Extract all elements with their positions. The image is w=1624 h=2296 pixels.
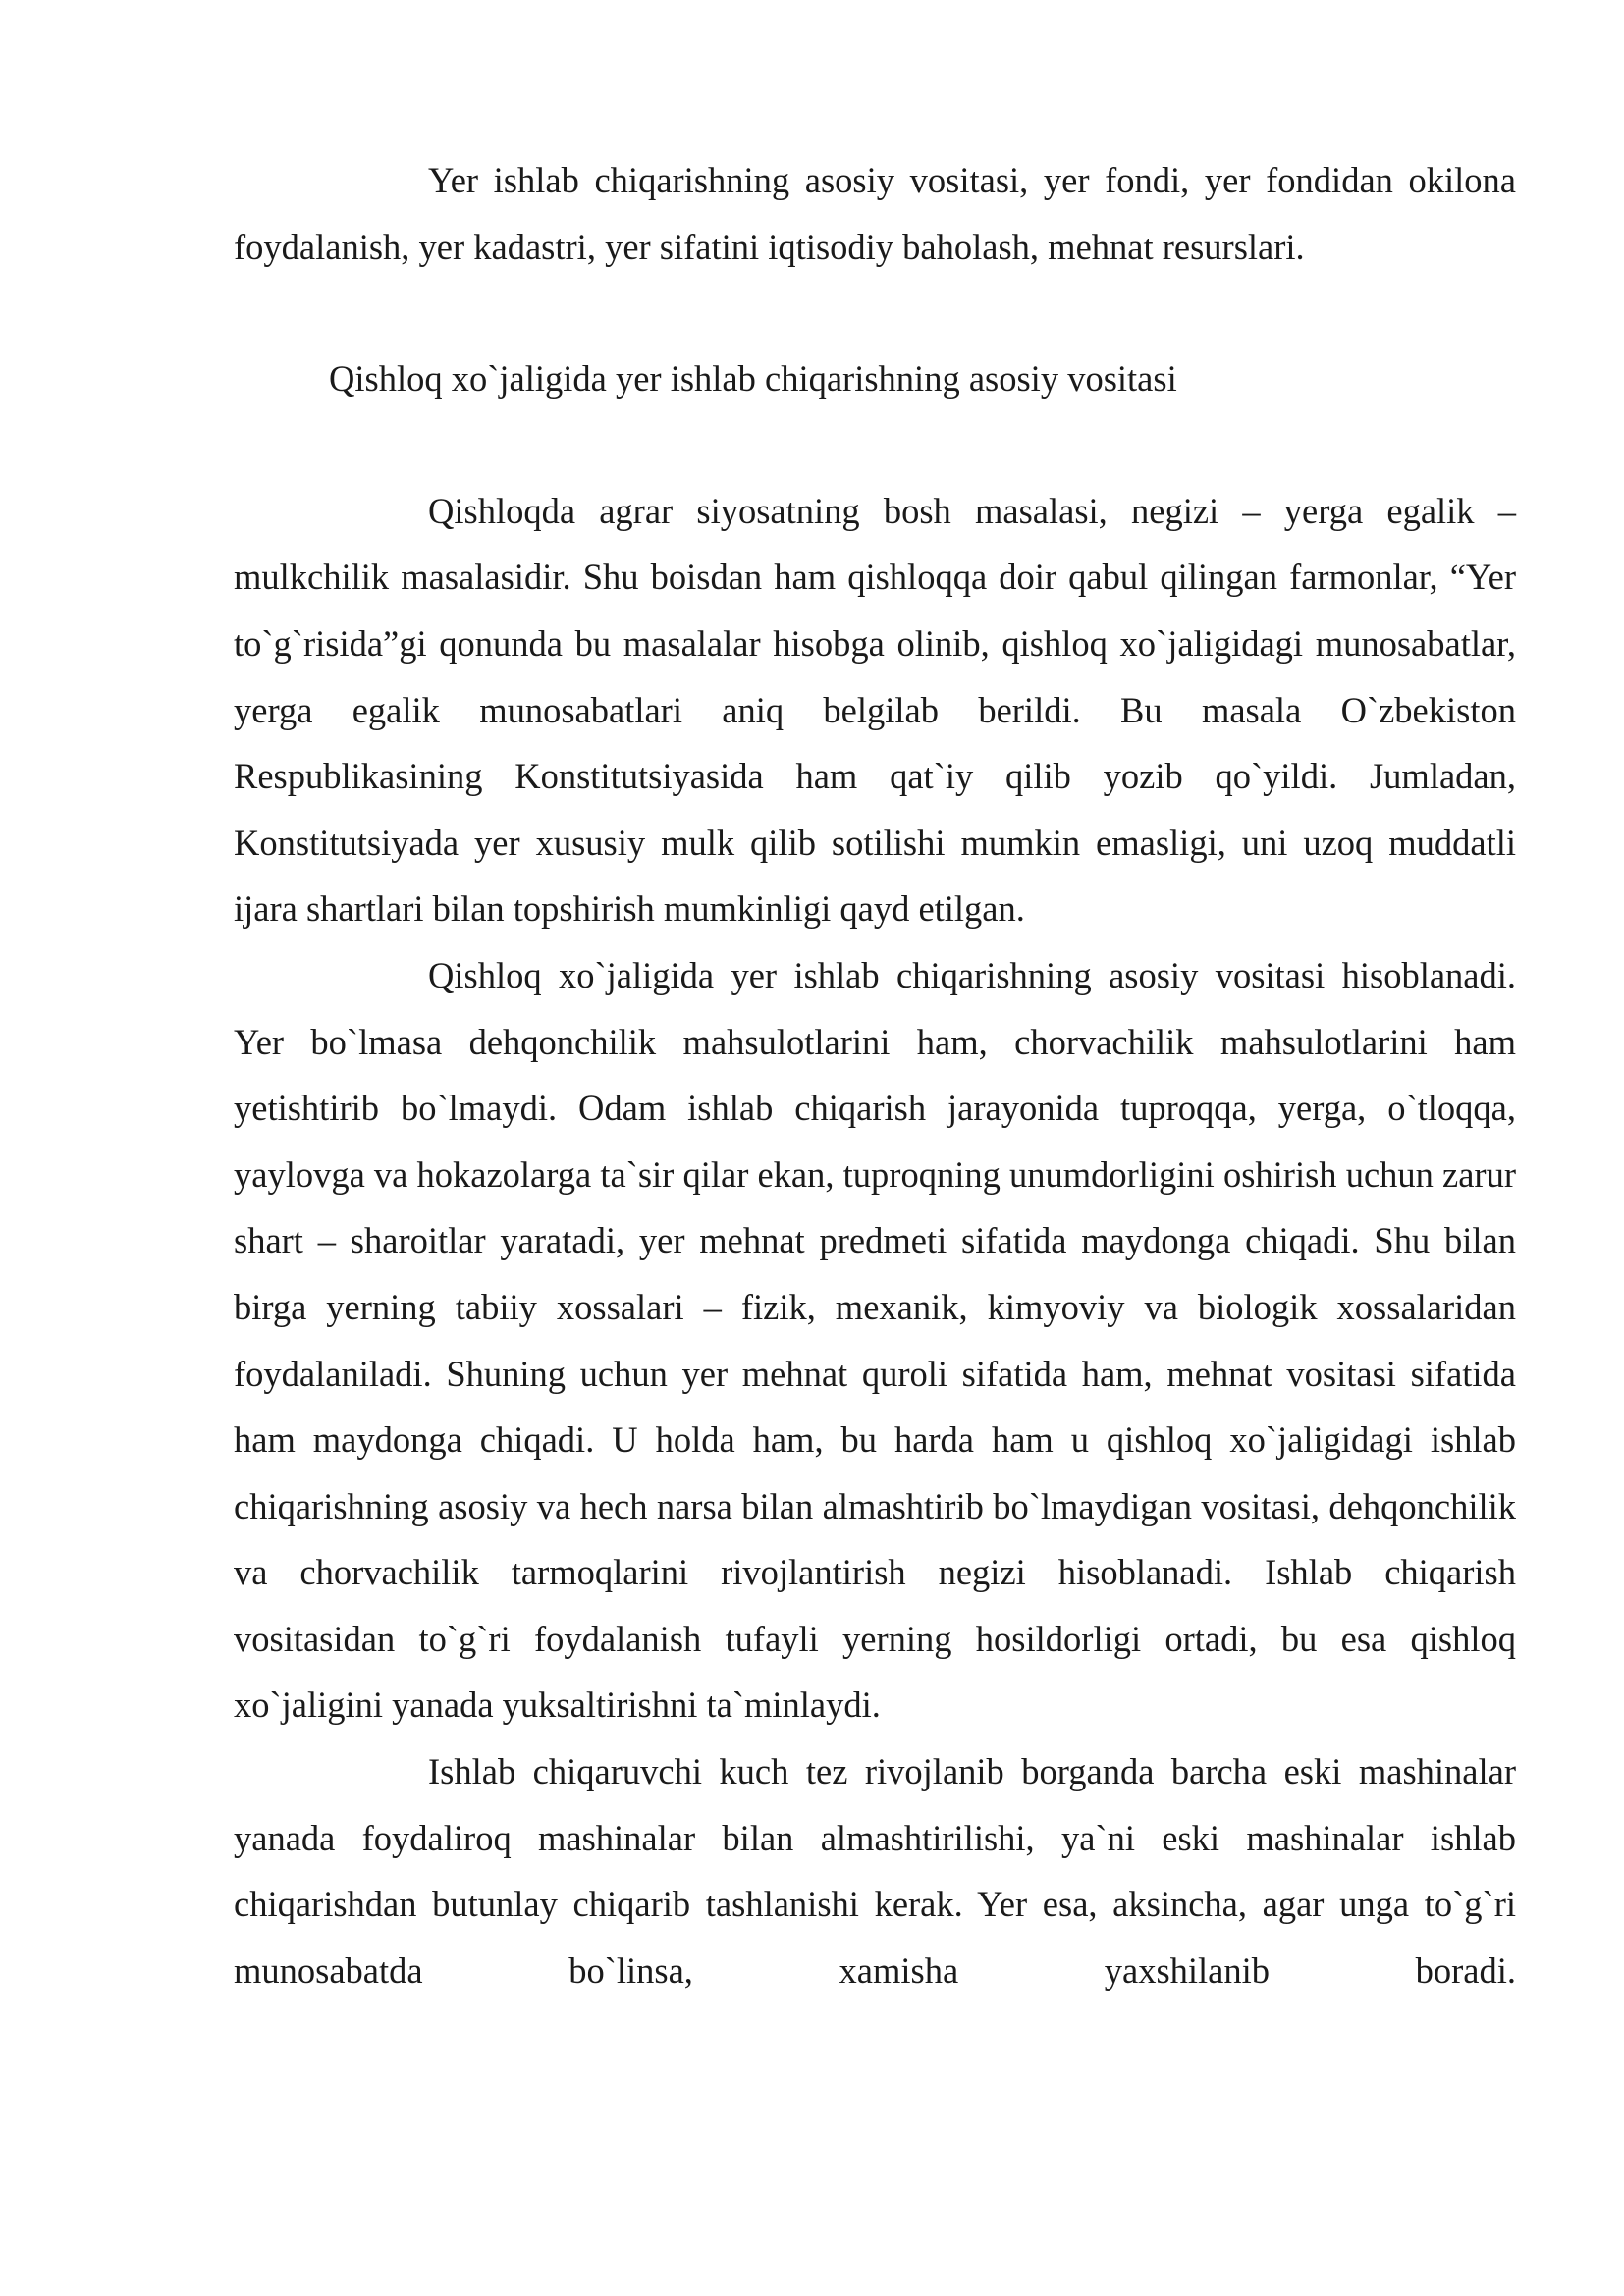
spacer [234,280,1516,346]
document-body [234,147,1516,2003]
keywords-paragraph: Yer ishlab chiqarishning asosiy vositasi, yer fondi, yer fondidan okilona foydalanish, yer kadastri, yer sifatini iqtisodiy baholash, mehnat resurslari. [234,160,1516,267]
body-paragraph-1: Qishloqda agrar siyosatning bosh masalasi, negizi – yerga egalik – mulkchilik masalasidir. Shu boisdan ham qishloqqa doir qabul qilingan farmonlar, “Yer to`g`risida”gi qonunda bu masalalar hisobga olinib, qishloq xo`jaligidagi munosabatlar, yerga egalik munosabatlari aniq belgilab berildi. Bu masala O`zbekiston Respublikasining Konstitutsiyasida ham qat`iy qilib yozib qo`yildi. Jumladan, Konstitutsiyada yer xususiy mulk qilib sotilishi mumkin emasligi, uni uzoq muddatli ijara shartlari bilan topshirish mumkinligi qayd etilgan. [234,490,1516,930]
spacer [234,412,1516,478]
body-paragraph-3: Ishlab chiqaruvchi kuch tez rivojlanib borganda barcha eski mashinalar yanada foydaliroq mashinalar bilan almashtirilishi, ya`ni eski mashinalar ishlab chiqarishdan butunlay chiqarib tashlanishi kerak. Yer esa, aksincha, agar unga to`g`ri munosabatda bo`linsa, xamisha yaxshilanib boradi. [234,1751,1516,1991]
section-heading: Qishloq xo`jaligida yer ishlab chiqarishning asosiy vositasi [329,358,1177,400]
body-paragraph-2: Qishloq xo`jaligida yer ishlab chiqarishning asosiy vositasi hisoblanadi. Yer bo`lmasa dehqonchilik mahsulotlarini ham, chorvachilik mahsulotlarini ham yetishtirib bo`lmaydi. Odam ishlab chiqarish jarayonida tuproqqa, yerga, o`tloqqa, yaylovga va hokazolarga ta`sir qilar ekan, tuproqning unumdorligini oshirish uchun zarur shart – sharoitlar yaratadi, yer mehnat predmeti sifatida maydonga chiqadi. Shu bilan birga yerning tabiiy xossalari – fizik, mexanik, kimyoviy va biologik xossalaridan foydalaniladi. Shuning uchun yer mehnat quroli sifatida ham, mehnat vositasi sifatida ham maydonga chiqadi. U holda ham, bu harda ham u qishloq xo`jaligidagi ishlab chiqarishning asosiy va hech narsa bilan almashtirib bo`lmaydigan vositasi, dehqonchilik va chorvachilik tarmoqlarini rivojlantirish negizi hisoblanadi. Ishlab chiqarish vositasidan to`g`ri foydalanish tufayli yerning hosildorligi ortadi, bu esa qishloq xo`jaligini yanada yuksaltirishni ta`minlaydi. [234,954,1516,1726]
